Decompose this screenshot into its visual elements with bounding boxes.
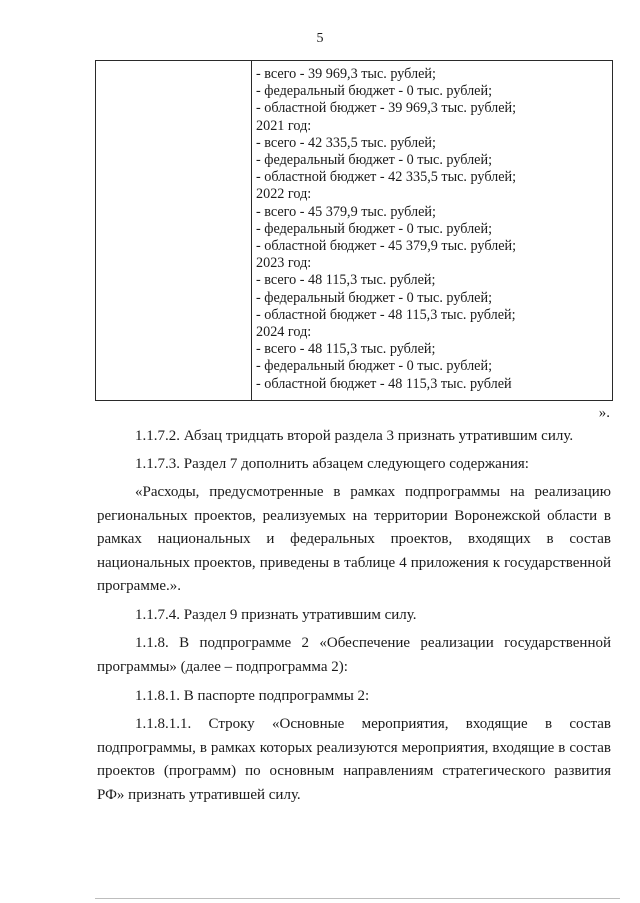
- closing-quote: ».: [598, 405, 610, 421]
- paragraph-1-1-8: 1.1.8. В подпрограмме 2 «Обеспечение реализации государственной программы» (далее – подпрограмма 2):: [97, 635, 611, 675]
- budget-line: - федеральный бюджет - 0 тыс. рублей;: [256, 289, 493, 306]
- page-number: 5: [316, 31, 324, 46]
- budget-line: - всего - 39 969,3 тыс. рублей;: [256, 66, 436, 82]
- budget-line: - федеральный бюджет - 0 тыс. рублей;: [256, 152, 493, 169]
- year-heading: 2021 год:: [256, 117, 312, 134]
- budget-line: - областной бюджет - 48 115,3 тыс. рублей: [256, 375, 512, 392]
- paragraph-1-1-7-3: 1.1.7.3. Раздел 7 дополнить абзацем следующего содержания:: [135, 456, 529, 472]
- budget-line: - областной бюджет - 39 969,3 тыс. рублей;: [256, 100, 517, 117]
- budget-line: - всего - 48 115,3 тыс. рублей;: [256, 272, 436, 289]
- budget-line: - всего - 48 115,3 тыс. рублей;: [256, 341, 436, 358]
- year-heading: 2022 год:: [256, 186, 312, 203]
- table-left-cell: [96, 61, 252, 400]
- budget-table: [95, 60, 613, 401]
- budget-line: - федеральный бюджет - 0 тыс. рублей;: [256, 358, 493, 375]
- budget-line: - всего - 42 335,5 тыс. рублей;: [256, 134, 436, 151]
- budget-line: - областной бюджет - 42 335,5 тыс. рублей;: [256, 169, 517, 186]
- budget-line: - федеральный бюджет - 0 тыс. рублей;: [256, 220, 493, 237]
- budget-line: - областной бюджет - 48 115,3 тыс. рублей;: [256, 306, 516, 323]
- year-heading: 2024 год:: [256, 324, 312, 341]
- budget-line: - всего - 45 379,9 тыс. рублей;: [256, 203, 436, 220]
- budget-line: - федеральный бюджет - 0 тыс. рублей;: [256, 83, 493, 100]
- paragraph-quote: «Расходы, предусмотренные в рамках подпрограммы на реализацию региональных проектов, реализуемых на территории Воронежской области в рамках национальных и федеральных проектов, входящих в состав национальных проектов, приведены в таблице 4 приложения к государственной программе.».: [97, 484, 611, 594]
- paragraph-1-1-7-2: 1.1.7.2. Абзац тридцать второй раздела 3 признать утратившим силу.: [135, 428, 574, 444]
- budget-line: - областной бюджет - 45 379,9 тыс. рублей;: [256, 238, 517, 255]
- paragraph-1-1-8-1: 1.1.8.1. В паспорте подпрограммы 2:: [135, 688, 370, 704]
- paragraph-1-1-8-1-1: 1.1.8.1.1. Строку «Основные мероприятия, входящие в состав подпрограммы, в рамках которых реализуются мероприятия, входящие в состав проектов (программ) по основным направлениям стратегического развития РФ» признать утратившей силу.: [97, 716, 611, 803]
- table-right-cell: [256, 66, 608, 393]
- year-heading: 2023 год:: [256, 255, 312, 272]
- paragraph-1-1-7-4: 1.1.7.4. Раздел 9 признать утратившим силу.: [135, 607, 417, 623]
- footer-divider: [95, 898, 620, 899]
